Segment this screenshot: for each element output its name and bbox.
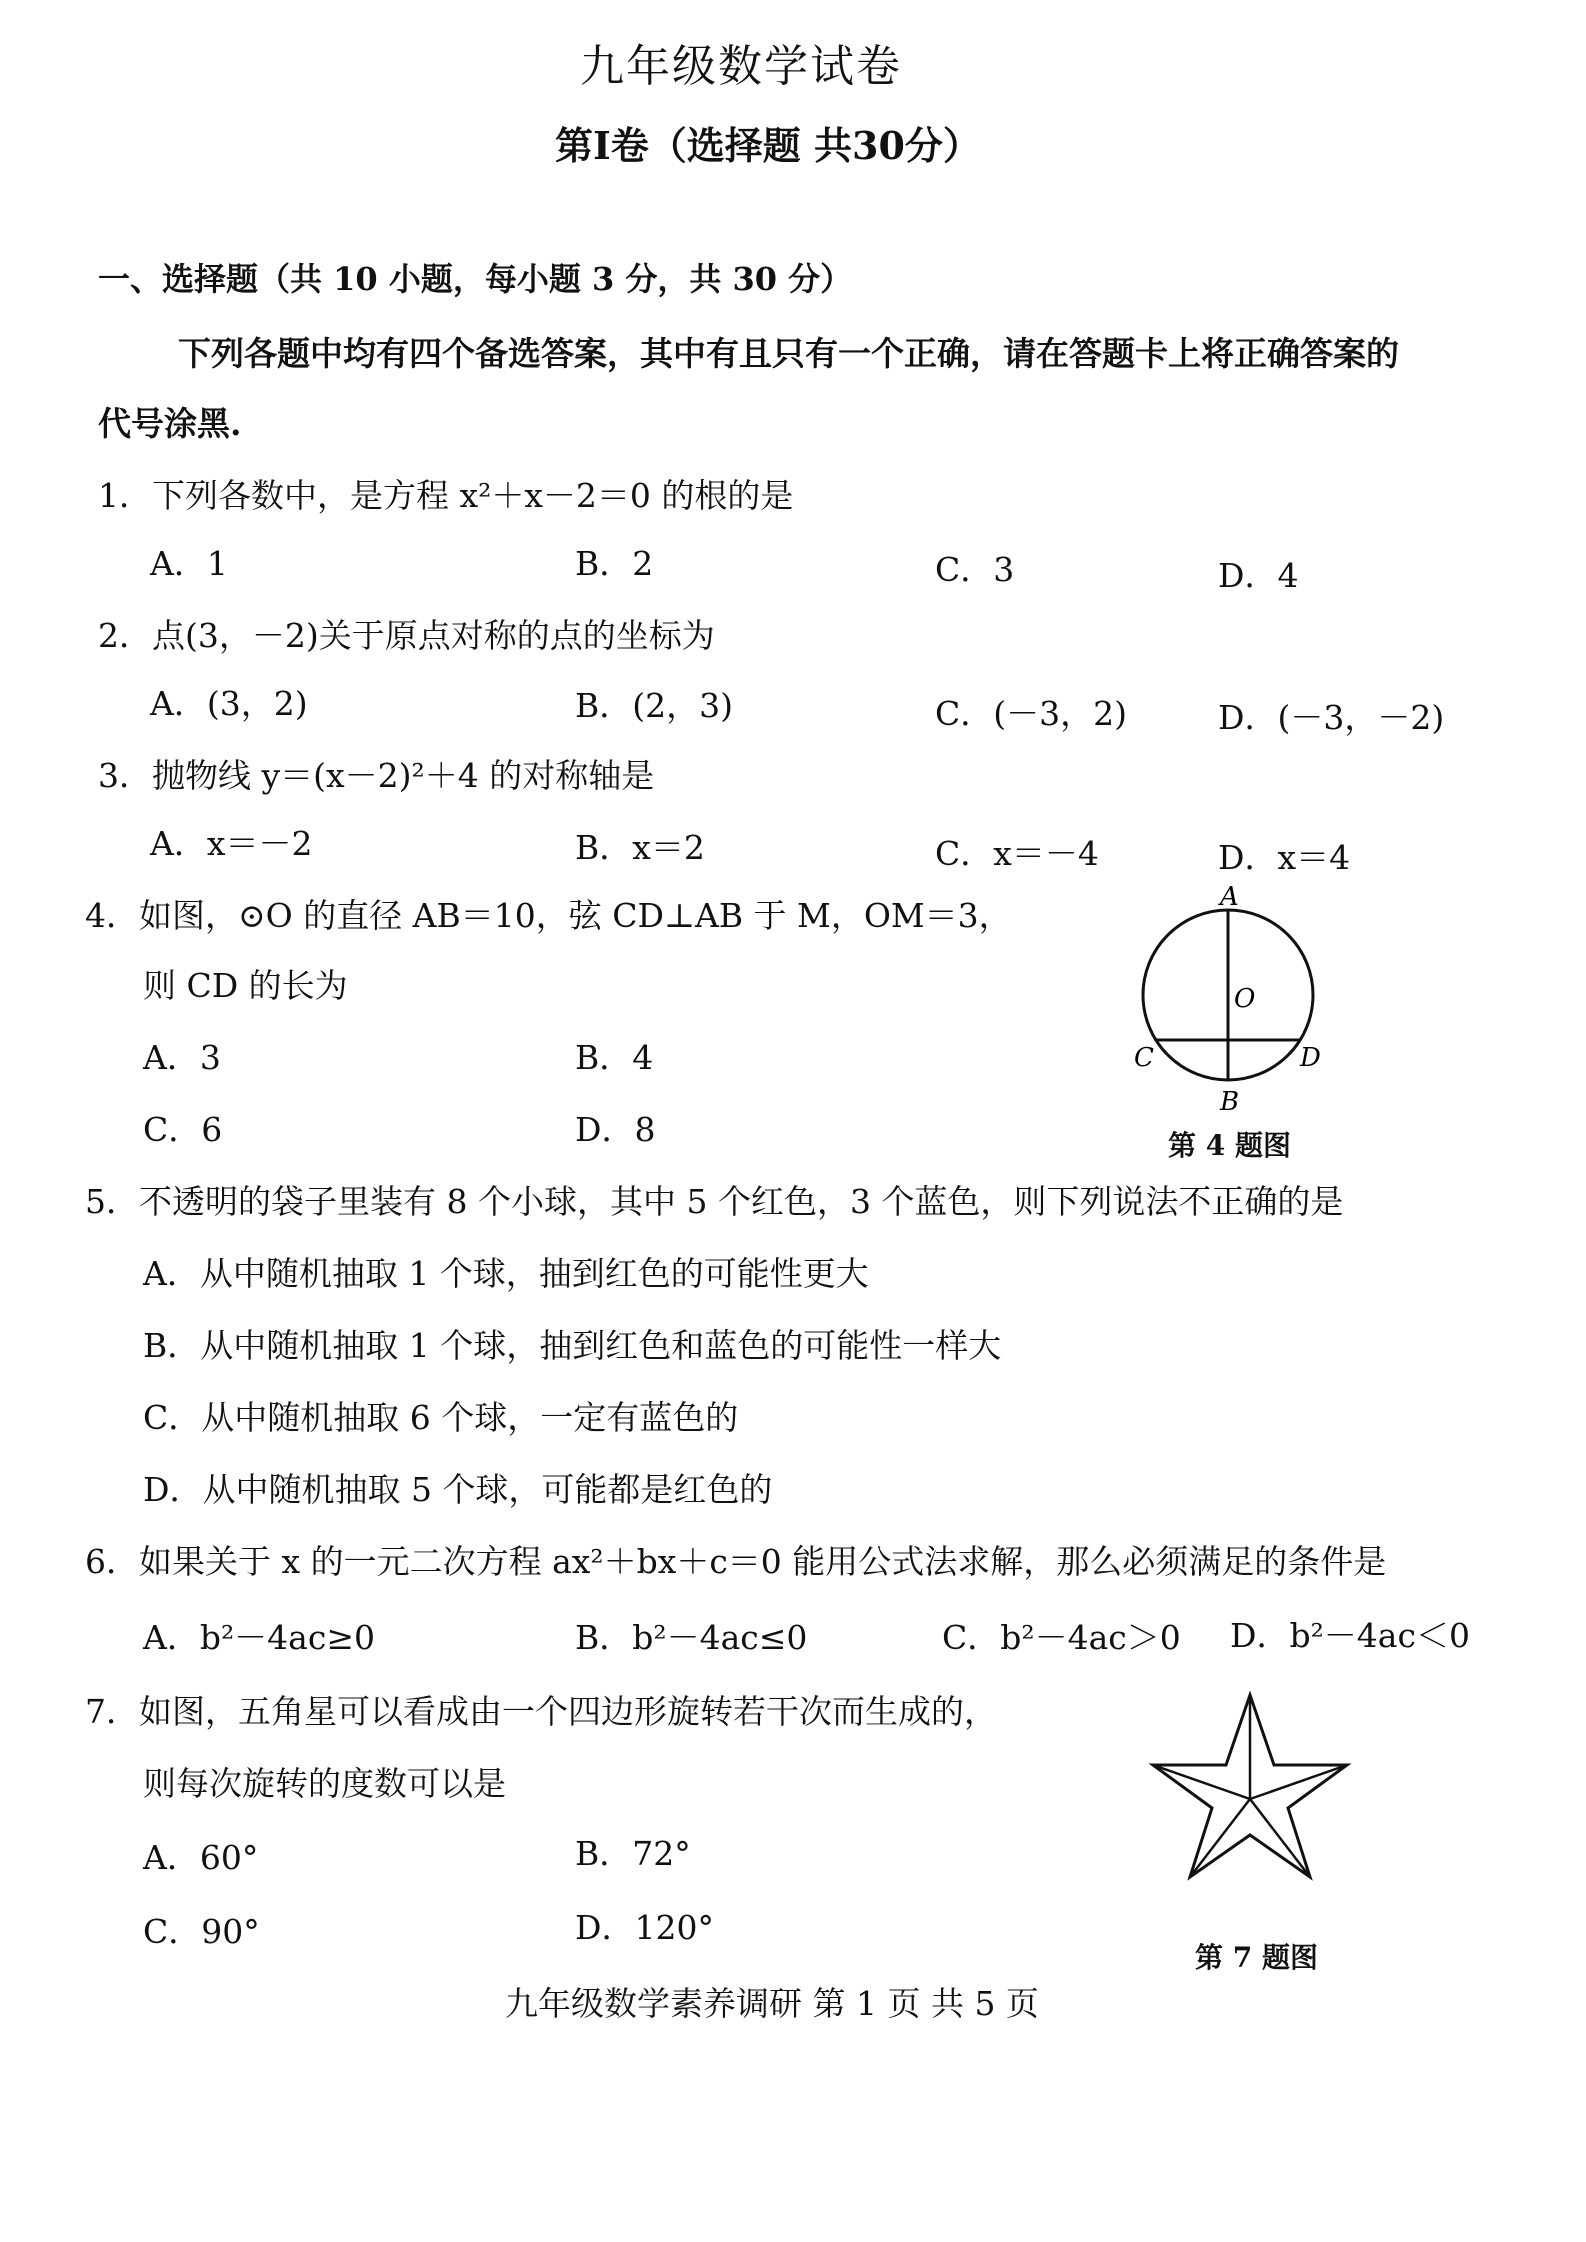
star-inner-line-3 xyxy=(1250,1799,1310,1877)
part-subtitle: 第Ⅰ卷（选择题 共30分） xyxy=(555,123,981,168)
question-2-stem: 2．点(3，－2)关于原点对称的点的坐标为 xyxy=(98,616,715,655)
star-inner-line-5 xyxy=(1153,1765,1250,1799)
question-6-option-b: B．b²－4ac≤0 xyxy=(575,1618,808,1657)
figure-4-caption: 第 4 题图 xyxy=(1168,1129,1291,1162)
question-4-option-b: B．4 xyxy=(575,1038,654,1077)
question-1-option-c: C．3 xyxy=(935,550,1015,589)
question-2-option-c: C．(－3，2) xyxy=(935,694,1127,733)
question-4-option-d: D．8 xyxy=(575,1110,656,1149)
figure-7-star-diagram xyxy=(1140,1685,1360,1905)
label-a: A xyxy=(1220,882,1239,912)
label-b: B xyxy=(1220,1087,1240,1117)
question-4-stem-2: 则 CD 的长为 xyxy=(143,966,348,1005)
question-1-option-d: D．4 xyxy=(1218,556,1299,595)
exam-title: 九年级数学试卷 xyxy=(580,41,902,92)
figure-4-circle-diagram xyxy=(1120,880,1340,1120)
question-1-option-a: A．1 xyxy=(150,544,228,583)
instruction-line-1: 下列各题中均有四个备选答案，其中有且只有一个正确，请在答题卡上将正确答案的 xyxy=(178,334,1399,373)
question-3-option-c: C．x＝－4 xyxy=(935,834,1099,873)
question-2-option-b: B．(2，3) xyxy=(575,686,733,725)
question-3-option-d: D．x＝4 xyxy=(1218,838,1351,877)
question-7-stem-2: 则每次旋转的度数可以是 xyxy=(143,1764,506,1803)
question-6-stem: 6．如果关于 x 的一元二次方程 ax²＋bx＋c＝0 能用公式法求解，那么必须满足的条件是 xyxy=(85,1542,1387,1581)
question-5-option-d: D．从中随机抽取 5 个球，可能都是红色的 xyxy=(143,1470,773,1509)
star-inner-line-2 xyxy=(1250,1765,1347,1799)
figure-7-caption: 第 7 题图 xyxy=(1195,1941,1318,1974)
question-1-stem: 1．下列各数中，是方程 x²＋x－2＝0 的根的是 xyxy=(98,476,794,515)
question-7-option-a: A．60° xyxy=(143,1838,259,1877)
question-5-option-b: B．从中随机抽取 1 个球，抽到红色和蓝色的可能性一样大 xyxy=(143,1326,1002,1365)
question-5-option-a: A．从中随机抽取 1 个球，抽到红色的可能性更大 xyxy=(143,1254,869,1293)
question-3-option-a: A．x＝－2 xyxy=(150,824,313,863)
star-inner-line-4 xyxy=(1190,1799,1250,1877)
question-6-option-a: A．b²－4ac≥0 xyxy=(143,1618,375,1657)
page-footer: 九年级数学素养调研 第 1 页 共 5 页 xyxy=(505,1984,1039,2023)
question-7-option-b: B．72° xyxy=(575,1834,691,1873)
question-4-stem: 4．如图，⊙O 的直径 AB＝10，弦 CD⊥AB 于 M，OM＝3， xyxy=(85,896,1012,935)
question-6-option-c: C．b²－4ac＞0 xyxy=(942,1618,1181,1657)
question-3-option-b: B．x＝2 xyxy=(575,828,705,867)
question-3-stem: 3．抛物线 y＝(x－2)²＋4 的对称轴是 xyxy=(98,756,655,795)
question-5-option-c: C．从中随机抽取 6 个球，一定有蓝色的 xyxy=(143,1398,739,1437)
section-heading: 一、选择题（共 10 小题，每小题 3 分，共 30 分） xyxy=(98,260,853,298)
question-2-option-a: A．(3，2) xyxy=(150,684,308,723)
question-4-option-a: A．3 xyxy=(143,1038,221,1077)
question-6-option-d: D．b²－4ac＜0 xyxy=(1230,1616,1470,1655)
instruction-line-2: 代号涂黑. xyxy=(98,404,242,443)
question-5-stem: 5．不透明的袋子里装有 8 个小球，其中 5 个红色，3 个蓝色，则下列说法不正确的是 xyxy=(85,1182,1344,1221)
question-7-stem: 7．如图，五角星可以看成由一个四边形旋转若干次而生成的， xyxy=(85,1692,997,1731)
question-1-option-b: B．2 xyxy=(575,544,654,583)
question-7-option-d: D．120° xyxy=(575,1908,714,1947)
label-c: C xyxy=(1134,1043,1154,1073)
question-2-option-d: D．(－3，－2) xyxy=(1218,698,1445,737)
label-o: O xyxy=(1234,984,1256,1014)
question-7-option-c: C．90° xyxy=(143,1912,260,1951)
question-4-option-c: C．6 xyxy=(143,1110,223,1149)
label-d: D xyxy=(1300,1043,1321,1073)
